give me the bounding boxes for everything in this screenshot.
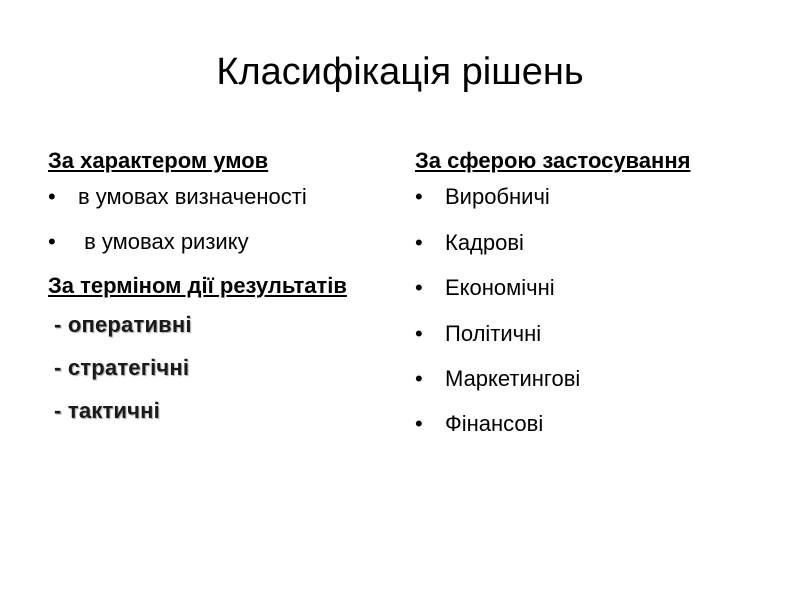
bullet-icon: • [415,229,423,255]
list-item-label: Економічні [445,275,555,301]
list-item-label: Фінансові [445,411,544,437]
list-item [415,275,775,301]
list-item-label: в умовах визначеності [78,184,307,210]
bullet-icon: • [48,184,56,210]
list-item [415,321,775,347]
list-item: - оперативні [54,311,192,337]
list-item [415,411,775,437]
list-item [415,184,775,210]
list-item-label: в умовах ризику [78,228,249,254]
list-item-label: Виробничі [445,184,550,210]
left-column [48,148,393,442]
bullet-icon: • [415,275,423,301]
list-item: - стратегічні [54,354,190,380]
list-item [415,366,775,392]
bullet-icon: • [415,320,423,346]
heading-term: За терміном дії результатів [48,273,347,299]
bullet-icon: • [415,184,423,210]
list-item-label: Маркетингові [445,365,581,391]
conditions-list [48,184,393,255]
bullet-icon: • [48,228,56,254]
slide-title: Класифікація рішень [216,51,584,93]
list-item [48,229,393,255]
scope-list [415,184,775,437]
term-list [48,312,393,425]
list-item-label: Кадрові [445,229,524,255]
list-item [415,230,775,256]
heading-scope: За сферою застосування [415,148,691,173]
list-item-label: Політичні [445,320,542,346]
list-item: - тактичні [54,398,160,424]
bullet-icon: • [415,365,423,391]
list-item [48,184,393,210]
heading-conditions: За характером умов [48,148,269,173]
bullet-icon: • [415,411,423,437]
right-column [415,148,775,457]
